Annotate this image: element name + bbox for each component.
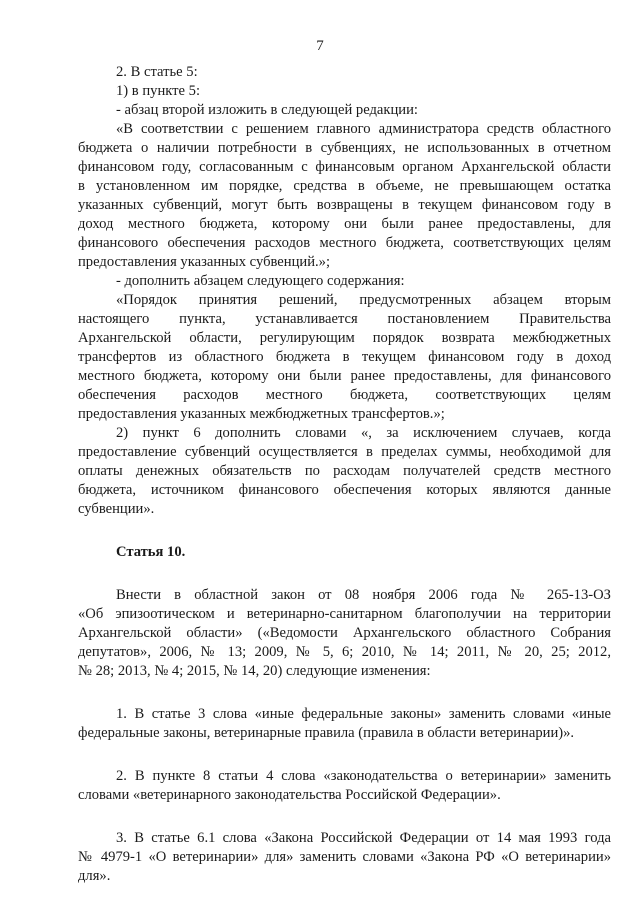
text-line: финансового обеспечения расходов местного бюджета, соответствующих целям xyxy=(78,235,611,251)
text-line: указанных субвенций, могут быть возвращены в текущем финансовом году в xyxy=(78,197,611,213)
text-line: - дополнить абзацем следующего содержания: xyxy=(116,273,405,289)
text-line: трансфертов из областного бюджета в текущем финансовом году в доход xyxy=(78,349,611,365)
text-line: оплаты денежных обязательств по расходам получателей средств местного xyxy=(78,463,611,479)
text-line: «Порядок принятия решений, предусмотренных абзацем вторым xyxy=(116,292,611,308)
text-line: предоставления указанных субвенций.»; xyxy=(78,254,331,270)
text-line: предоставление субвенций осуществляется в пределах суммы, необходимой для xyxy=(78,444,611,460)
text-line: предоставления указанных межбюджетных трансфертов.»; xyxy=(78,406,445,422)
text-line: 2. В статье 5: xyxy=(116,64,198,80)
text-line: 1) в пункте 5: xyxy=(116,83,201,99)
page-number: 7 xyxy=(316,38,324,54)
text-line: настоящего пункта, устанавливается постановлением Правительства xyxy=(78,311,611,327)
text-line: 3. В статье 6.1 слова «Закона Российской Федерации от 14 мая 1993 года xyxy=(116,830,611,846)
text-line: Архангельской области» («Ведомости Архангельского областного Собрания xyxy=(78,625,611,641)
article-heading: Статья 10. xyxy=(116,544,186,560)
text-line: - абзац второй изложить в следующей редакции: xyxy=(116,102,418,118)
text-line: «Об эпизоотическом и ветеринарно-санитарном благополучии на территории xyxy=(78,606,611,622)
text-line: № 4979-1 «О ветеринарии» для» заменить словами «Закона РФ «О ветеринарии» xyxy=(78,849,611,865)
text-line: 1. В статье 3 слова «иные федеральные законы» заменить словами «иные xyxy=(116,706,611,722)
text-line: субвенции». xyxy=(78,501,155,517)
text-line: словами «ветеринарного законодательства Российской Федерации». xyxy=(78,787,501,803)
text-line: «В соответствии с решением главного администратора средств областного xyxy=(116,121,611,137)
text-line: депутатов», 2006, № 13; 2009, № 5, 6; 2010, № 14; 2011, № 20, 25; 2012, xyxy=(78,644,611,660)
text-line: Внести в областной закон от 08 ноября 2006 года № 265-13-ОЗ xyxy=(116,587,611,603)
text-line: федеральные законы, ветеринарные правила (правила в области ветеринарии)». xyxy=(78,725,575,741)
text-line: Архангельской области, регулирующим порядок возврата межбюджетных xyxy=(78,330,611,346)
text-line: бюджета о наличии потребности в субвенциях, не использованных в отчетном xyxy=(78,140,611,156)
text-line: 2) пункт 6 дополнить словами «, за исключением случаев, когда xyxy=(116,425,611,441)
text-line: обеспечения расходов местного бюджета, соответствующих целям xyxy=(78,387,611,403)
text-line: местного бюджета, которому они были ранее предоставлены, для финансового xyxy=(78,368,611,384)
text-line: для». xyxy=(78,868,111,884)
text-line: финансовом году, согласованным с финансовым органом Архангельской области xyxy=(78,159,611,175)
text-line: в установленном им порядке, средства в объеме, не превышающем остатка xyxy=(78,178,611,194)
text-line: № 28; 2013, № 4; 2015, № 14, 20) следующие изменения: xyxy=(78,663,431,679)
text-line: 2. В пункте 8 статьи 4 слова «законодательства о ветеринарии» заменить xyxy=(116,768,611,784)
text-line: доход местного бюджета, которому они были ранее предоставлены, для xyxy=(78,216,611,232)
text-line: бюджета, источником финансового обеспечения которых являются данные xyxy=(78,482,611,498)
